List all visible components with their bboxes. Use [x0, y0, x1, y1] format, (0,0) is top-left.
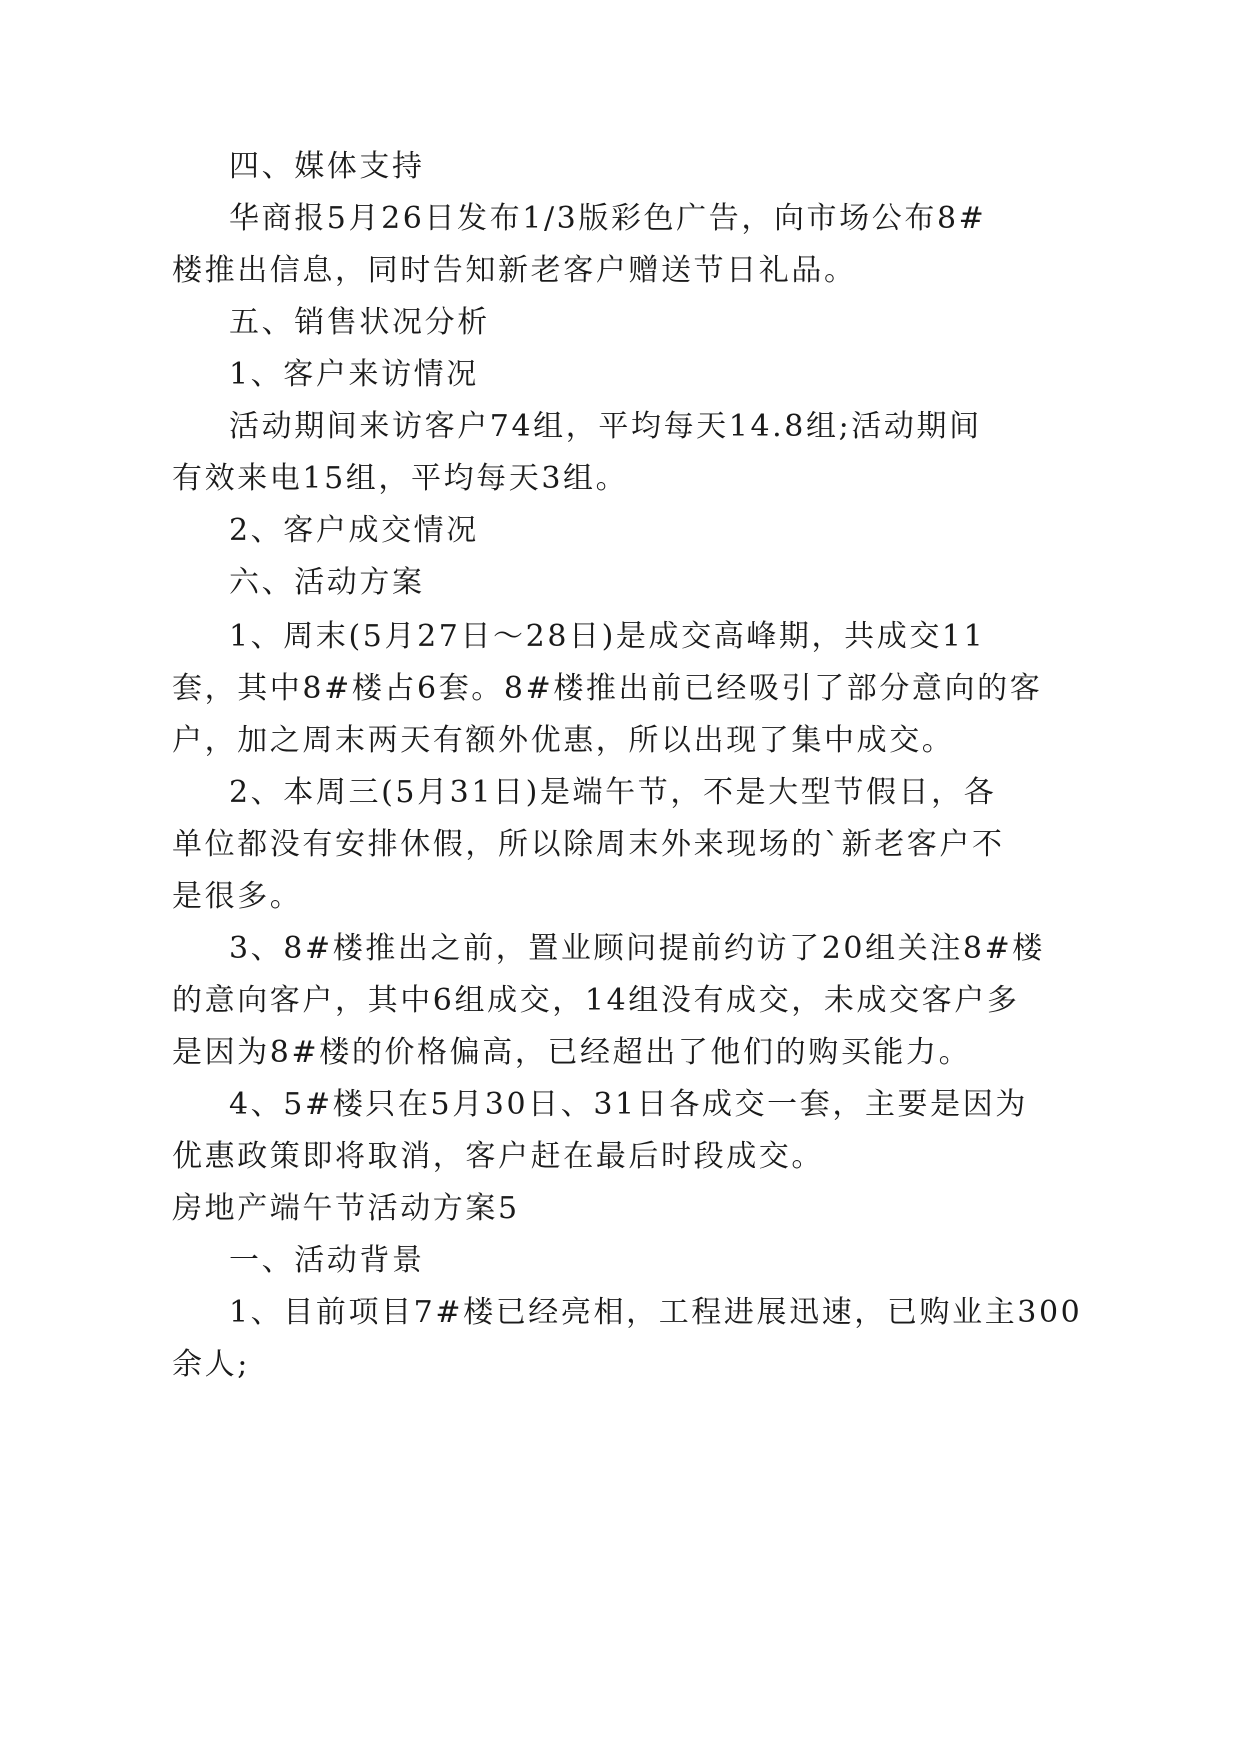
paragraph-line: 是因为8#楼的价格偏高，已经超出了他们的购买能力。: [172, 1035, 972, 1070]
section-heading-media-support: 四、媒体支持: [229, 149, 425, 184]
paragraph-line: 的意向客户，其中6组成交，14组没有成交，未成交客户多: [172, 983, 1020, 1018]
paragraph-line: 优惠政策即将取消，客户赶在最后时段成交。: [172, 1139, 824, 1174]
paragraph-line: 1、周末(5月27日～28日)是成交高峰期，共成交11: [229, 619, 986, 654]
paragraph-line: 3、8#楼推出之前，置业顾问提前约访了20组关注8#楼: [229, 931, 1045, 966]
paragraph-line: 1、目前项目7#楼已经亮相，工程进展迅速，已购业主300: [229, 1295, 1083, 1330]
paragraph-line: 户，加之周末两天有额外优惠，所以出现了集中成交。: [172, 723, 955, 758]
document-title: 房地产端午节活动方案5: [172, 1191, 520, 1226]
paragraph-line: 余人;: [172, 1347, 250, 1382]
subheading-customer-visits: 1、客户来访情况: [229, 357, 479, 392]
section-heading-sales-analysis: 五、销售状况分析: [229, 305, 490, 340]
paragraph-line: 单位都没有安排休假，所以除周末外来现场的`新老客户不: [172, 827, 1005, 862]
paragraph-line: 活动期间来访客户74组，平均每天14.8组;活动期间: [229, 409, 982, 444]
paragraph-line: 4、5#楼只在5月30日、31日各成交一套，主要是因为: [229, 1087, 1028, 1122]
paragraph-line: 华商报5月26日发布1/3版彩色广告，向市场公布8#: [229, 201, 987, 236]
section-heading-activity-plan: 六、活动方案: [229, 565, 425, 600]
section-heading-background: 一、活动背景: [229, 1243, 425, 1278]
paragraph-line: 是很多。: [172, 879, 303, 914]
subheading-customer-deals: 2、客户成交情况: [229, 513, 479, 548]
paragraph-line: 楼推出信息，同时告知新老客户赠送节日礼品。: [172, 253, 857, 288]
paragraph-line: 2、本周三(5月31日)是端午节，不是大型节假日，各: [229, 775, 997, 810]
paragraph-line: 套，其中8#楼占6套。8#楼推出前已经吸引了部分意向的客: [172, 671, 1043, 706]
paragraph-line: 有效来电15组，平均每天3组。: [172, 461, 629, 496]
